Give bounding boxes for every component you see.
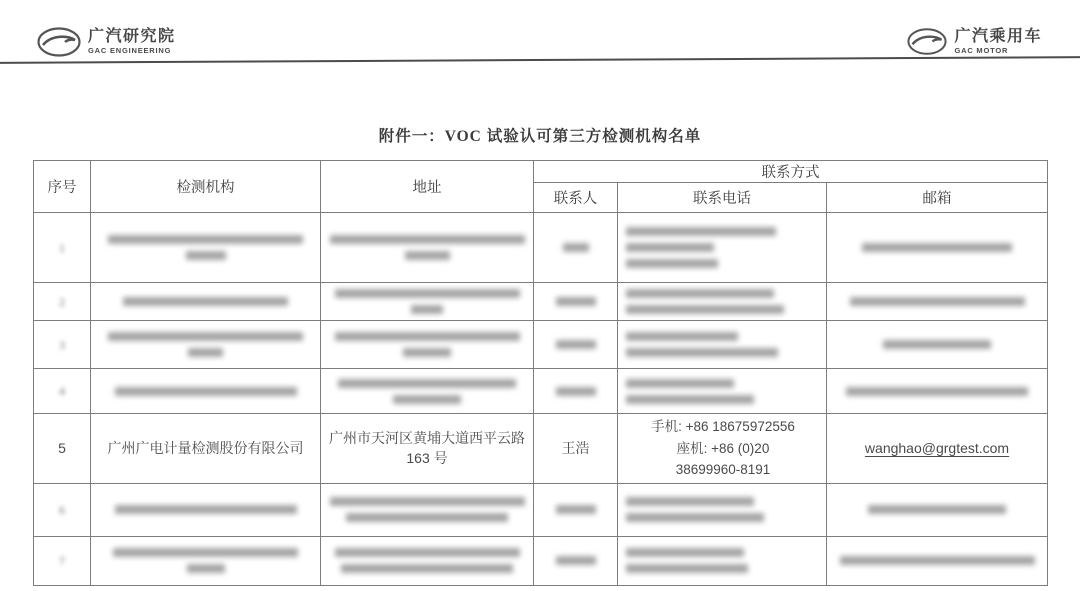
table-row (34, 483, 1048, 536)
logo-right-cn: 广汽乘用车 (954, 27, 1042, 45)
cell-address (321, 213, 534, 283)
cell-phone (618, 483, 827, 536)
cell-index (34, 213, 91, 283)
cell-org (91, 283, 321, 321)
cell-contact (534, 536, 618, 585)
redacted-text (534, 387, 617, 396)
row-index: 4 (59, 384, 65, 398)
redacted-text (91, 548, 320, 573)
gac-emblem-icon (906, 27, 948, 56)
redacted-text (618, 332, 826, 357)
redacted-text (534, 556, 617, 565)
cell-address (321, 321, 534, 369)
cell-index (34, 321, 91, 369)
cell-address: 广州市天河区黄埔大道西平云路 163 号 (321, 414, 534, 484)
redacted-text (91, 505, 320, 514)
cell-address (321, 369, 534, 414)
logo-right-en: GAC MOTOR (954, 45, 1009, 55)
cell-email (827, 536, 1048, 585)
cell-index (34, 369, 91, 414)
cell-contact (534, 283, 618, 321)
gac-engineering-logo (36, 26, 176, 58)
col-header-address: 地址 (321, 161, 534, 213)
table-row (34, 283, 1048, 321)
redacted-text (827, 387, 1047, 396)
redacted-text (534, 505, 617, 514)
logo-left-cn: 广汽研究院 (88, 28, 176, 46)
cell-org (91, 213, 321, 283)
cell-email (827, 483, 1048, 536)
table-row (34, 414, 1048, 484)
table-row (34, 369, 1048, 414)
redacted-text (91, 387, 320, 396)
cell-phone (618, 536, 827, 585)
col-header-index: 序号 (34, 161, 91, 213)
cell-address (321, 483, 534, 536)
redacted-text (618, 497, 826, 522)
redacted-text (321, 235, 533, 260)
redacted-text (321, 289, 533, 314)
gac-motor-logo (906, 27, 1042, 56)
cell-phone (618, 283, 827, 321)
redacted-text (618, 379, 826, 404)
cell-index (34, 283, 91, 321)
cell-email (827, 283, 1048, 321)
cell-org (91, 321, 321, 369)
redacted-text (321, 497, 533, 522)
row-index: 2 (59, 294, 65, 309)
col-header-phone: 联系电话 (618, 183, 827, 213)
redacted-text (91, 332, 320, 357)
redacted-text (827, 556, 1047, 565)
cell-address (321, 536, 534, 585)
cell-contact (534, 321, 618, 369)
col-header-contact: 联系人 (534, 183, 618, 213)
redacted-text (618, 548, 826, 573)
redacted-text (618, 227, 826, 268)
cell-contact (534, 369, 618, 414)
cell-email (827, 369, 1048, 414)
cell-phone (618, 321, 827, 369)
row-index: 6 (59, 502, 65, 517)
col-header-contact-group: 联系方式 (534, 161, 1048, 183)
redacted-text (534, 243, 617, 252)
cell-contact (534, 213, 618, 283)
phone-line: 38699960-8191 (675, 462, 771, 478)
redacted-text (321, 379, 533, 404)
redacted-text (91, 235, 320, 260)
cell-org (91, 536, 321, 585)
email-text: wanghao@grgtest.com (864, 440, 1010, 457)
cell-org: 广州广电计量检测股份有限公司 (91, 414, 321, 484)
cell-phone (618, 213, 827, 283)
table-row (34, 213, 1048, 283)
redacted-text (827, 243, 1047, 252)
cell-index (34, 536, 91, 585)
cell-address (321, 283, 534, 321)
redacted-text (534, 340, 617, 349)
phone-line: 座机: +86 (0)20 (676, 440, 770, 456)
row-index: 5 (58, 440, 66, 457)
table-row (34, 536, 1048, 585)
redacted-text (827, 297, 1047, 306)
redacted-text (827, 505, 1047, 514)
redacted-text (534, 297, 617, 306)
cell-email (827, 414, 1048, 484)
cell-email (827, 321, 1048, 369)
table-header-row-1 (34, 161, 1048, 183)
redacted-text (91, 297, 320, 306)
col-header-org: 检测机构 (91, 161, 321, 213)
cell-phone (618, 414, 827, 484)
cell-index (34, 483, 91, 536)
logo-left-en: GAC ENGINEERING (88, 46, 172, 56)
page-title: 附件一：VOC 试验认可第三方检测机构名单 (378, 128, 702, 145)
redacted-text (321, 548, 533, 573)
redacted-text (827, 340, 1047, 349)
phone-line: 手机: +86 18675972556 (651, 419, 795, 434)
cell-org (91, 483, 321, 536)
cell-contact (534, 483, 618, 536)
col-header-email: 邮箱 (827, 183, 1048, 213)
cell-contact: 王浩 (534, 414, 618, 484)
gac-emblem-icon (36, 26, 82, 58)
cell-index (34, 414, 91, 484)
cell-phone (618, 369, 827, 414)
row-index: 3 (59, 337, 65, 352)
cell-org (91, 369, 321, 414)
table-row (34, 321, 1048, 369)
cell-email (827, 213, 1048, 283)
redacted-text (321, 332, 533, 357)
voc-institution-table (33, 160, 1048, 586)
row-index: 7 (59, 553, 65, 568)
row-index: 1 (59, 240, 65, 255)
redacted-text (618, 289, 826, 314)
